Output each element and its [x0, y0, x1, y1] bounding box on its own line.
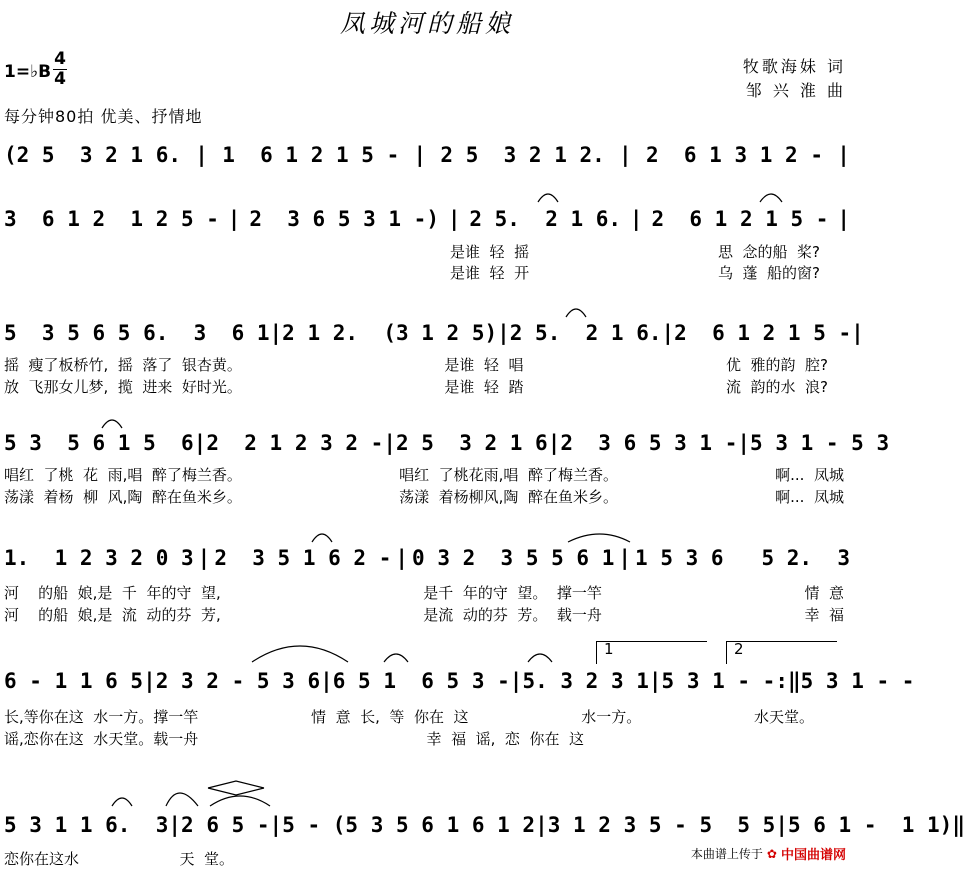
note-group: 6 - 1 1 6 5	[4, 669, 144, 693]
note-group: 1 5 3 6 5 2. 3	[635, 546, 850, 570]
lyric-line	[4, 730, 584, 748]
barline: |	[269, 321, 283, 345]
slur	[102, 420, 122, 428]
barline: |	[193, 431, 207, 455]
note-group: 5 3 5 6 5 6. 3 6 1	[4, 321, 270, 345]
page-title: 凤城河的船娘	[339, 9, 514, 38]
lyric-text: 唱红 了桃 花 雨,唱 醉了梅兰香。	[4, 466, 242, 484]
notation-system-5	[4, 545, 850, 571]
slur	[568, 534, 630, 542]
final-barline: ‖	[952, 813, 965, 837]
barline: |	[661, 321, 675, 345]
lyric-text: 荡漾 着杨柳风,陶 醉在鱼米乡。	[399, 488, 618, 506]
meter-bottom: 4	[54, 69, 66, 89]
note-group: 2 1 2. (3 1 2 5)	[282, 321, 498, 345]
barline: |	[535, 813, 548, 837]
time-signature	[52, 50, 68, 89]
barline: |	[497, 321, 510, 345]
lyric-text: 是千 年的守 望。 撑一竿	[423, 584, 602, 602]
lyric-text: 思 念的船 桨?	[717, 243, 820, 261]
site-logo-icon: ✿	[766, 846, 777, 861]
site-name-link[interactable]: 中国曲谱网	[780, 848, 846, 863]
lyric-text: 幸 福	[804, 606, 844, 624]
lyric-text: 是谁 轻 踏	[444, 378, 524, 396]
barline: |	[737, 431, 751, 455]
hairpin	[208, 788, 264, 795]
lyric-line	[450, 264, 820, 282]
lyric-text: 恋你在这水	[4, 850, 80, 868]
note-group: 2 3 2 - 5 3 6	[155, 669, 321, 693]
lyric-text: 乌 蓬 船的窗?	[717, 264, 820, 282]
lyric-line	[4, 584, 844, 602]
slur	[760, 194, 782, 202]
barline: |	[629, 207, 643, 231]
note-group: 2 5 3 2 1 6	[395, 431, 548, 455]
barline: |	[195, 143, 208, 167]
lyric-text: 是流 动的芬 芳。 载一舟	[423, 606, 602, 624]
lyric-text: 是谁 轻 开	[450, 264, 530, 282]
volta-number-2: 2	[734, 640, 744, 658]
upload-text: 本曲谱上传于	[690, 847, 763, 861]
notation-system-7	[4, 812, 965, 838]
notation-system-6	[4, 668, 915, 694]
barline: |	[648, 669, 662, 693]
note-group: 2 2 1 2 3 2 -	[206, 431, 384, 455]
note-group: 2 3 6 5 3 1 -)	[249, 207, 439, 231]
barline: |	[618, 546, 632, 570]
note-group: 2 6 5 -	[181, 813, 270, 837]
barline: |	[320, 669, 333, 693]
note-group: 5 3 1 - -	[661, 669, 776, 693]
note-group: 5 6 1 - 1 1)	[787, 813, 953, 837]
lyric-text: 幸 福 谣, 恋 你在 这	[426, 730, 584, 748]
barline: |	[509, 669, 523, 693]
lyric-line	[4, 378, 828, 396]
note-group: 5 - (5 3 5 6 1 6 1 2	[282, 813, 536, 837]
note-group: 5. 3 2 3 1	[522, 669, 649, 693]
lyric-line	[4, 488, 844, 506]
slur	[384, 654, 408, 662]
composer-credit: 邹 兴 淮 曲	[745, 81, 846, 100]
lyric-text: 情 意	[804, 584, 844, 602]
note-group: 2 3 5 1 6 2 -	[214, 546, 392, 570]
slur	[112, 798, 132, 806]
slur	[166, 793, 198, 806]
barline: |	[775, 813, 788, 837]
barline: |	[227, 207, 241, 231]
lyric-text: 流 韵的水 浪?	[725, 378, 828, 396]
slur	[528, 654, 552, 662]
barline: |	[447, 207, 461, 231]
note-group: 5 3 1 - -	[800, 669, 915, 693]
lyric-text: 河 的船 娘,是 千 年的守 望,	[4, 584, 221, 602]
lyric-text: 河 的船 娘,是 流 动的芬 芳,	[4, 606, 221, 624]
notation-system-4	[4, 430, 890, 456]
note-group: (2 5 3 2 1 6.	[4, 143, 182, 167]
barline: |	[837, 143, 850, 167]
note-group: 2 3 6 5 3 1 -	[560, 431, 738, 455]
note-group: 1. 1 2 3 2 0 3	[4, 546, 194, 570]
note-group: 2 6 1 2 1 5 -	[651, 207, 829, 231]
slur	[210, 796, 270, 806]
note-group: 2 5. 2 1 6.	[509, 321, 662, 345]
barline: |	[383, 431, 396, 455]
barline: |	[837, 207, 850, 231]
note-group: 3 1 2 3 5 - 5 5 5	[547, 813, 776, 837]
tempo-marking: 每分钟80拍 优美、抒情地	[4, 107, 203, 126]
volta-number-1: 1	[604, 640, 614, 658]
lyric-text: 放 飞那女儿梦, 揽 进来 好时光。	[4, 378, 242, 396]
note-group: 5 3 5 6 1 5 6	[4, 431, 194, 455]
note-group: 5 3 1 - 5 3	[750, 431, 890, 455]
lyric-line	[4, 606, 844, 624]
lyric-text: 情 意 长, 等 你在 这	[311, 708, 469, 726]
slur	[538, 194, 558, 202]
barline: |	[851, 321, 864, 345]
barline: |	[413, 143, 427, 167]
lyric-line	[4, 356, 828, 374]
key-signature: 1=♭B	[4, 62, 52, 82]
note-group: 5 3 1 1 6. 3	[4, 813, 169, 837]
note-group: 2 6 1 3 1 2 -	[645, 143, 823, 167]
lyric-text: 啊... 凤城	[775, 488, 844, 506]
barline: |	[143, 669, 156, 693]
notation-system-2	[4, 206, 850, 232]
meter-top: 4	[54, 49, 66, 69]
lyric-text: 啊... 凤城	[775, 466, 844, 484]
slur	[312, 534, 332, 542]
notation-system-1	[4, 142, 850, 168]
note-group: 1 6 1 2 1 5 -	[222, 143, 400, 167]
lyric-text: 天 堂。	[179, 850, 234, 868]
repeat-barline: :‖	[775, 669, 801, 693]
note-group: 6 5 1 6 5 3 -	[332, 669, 510, 693]
barline: |	[168, 813, 182, 837]
lyric-line	[4, 466, 844, 484]
lyric-text: 是谁 轻 唱	[444, 356, 524, 374]
lyric-text: 唱红 了桃花雨,唱 醉了梅兰香。	[399, 466, 618, 484]
barline: |	[547, 431, 561, 455]
note-group: 0 3 2 3 5 5 6 1	[412, 546, 615, 570]
notation-system-3	[4, 320, 864, 346]
lyric-line	[4, 850, 234, 868]
note-group: 2 6 1 2 1 5 -	[674, 321, 852, 345]
note-group: 3 6 1 2 1 2 5 -	[4, 207, 219, 231]
lyric-line	[450, 243, 820, 261]
lyric-text: 是谁 轻 摇	[450, 243, 530, 261]
barline: |	[197, 546, 211, 570]
lyric-text: 水一方。	[581, 708, 642, 726]
slur	[566, 309, 586, 317]
lyric-text: 摇 瘦了板桥竹, 摇 落了 银杏黄。	[4, 356, 242, 374]
hairpin	[208, 781, 264, 788]
note-group: 2 5 3 2 1 2.	[440, 143, 605, 167]
barline: |	[269, 813, 283, 837]
note-group: 2 5. 2 1 6.	[469, 207, 622, 231]
lyric-text: 谣,恋你在这 水天堂。载一舟	[4, 730, 199, 748]
lyricist-credit: 牧歌海妹 词	[742, 57, 846, 76]
lyric-text: 水天堂。	[753, 708, 814, 726]
lyric-line	[4, 708, 814, 726]
upload-footer	[691, 844, 846, 863]
lyric-text: 长,等你在这 水一方。撑一竿	[4, 708, 199, 726]
lyric-text: 荡漾 着杨 柳 风,陶 醉在鱼米乡。	[4, 488, 242, 506]
slur	[252, 646, 348, 662]
barline: |	[395, 546, 409, 570]
lyric-text: 优 雅的韵 腔?	[725, 356, 828, 374]
barline: |	[619, 143, 632, 167]
